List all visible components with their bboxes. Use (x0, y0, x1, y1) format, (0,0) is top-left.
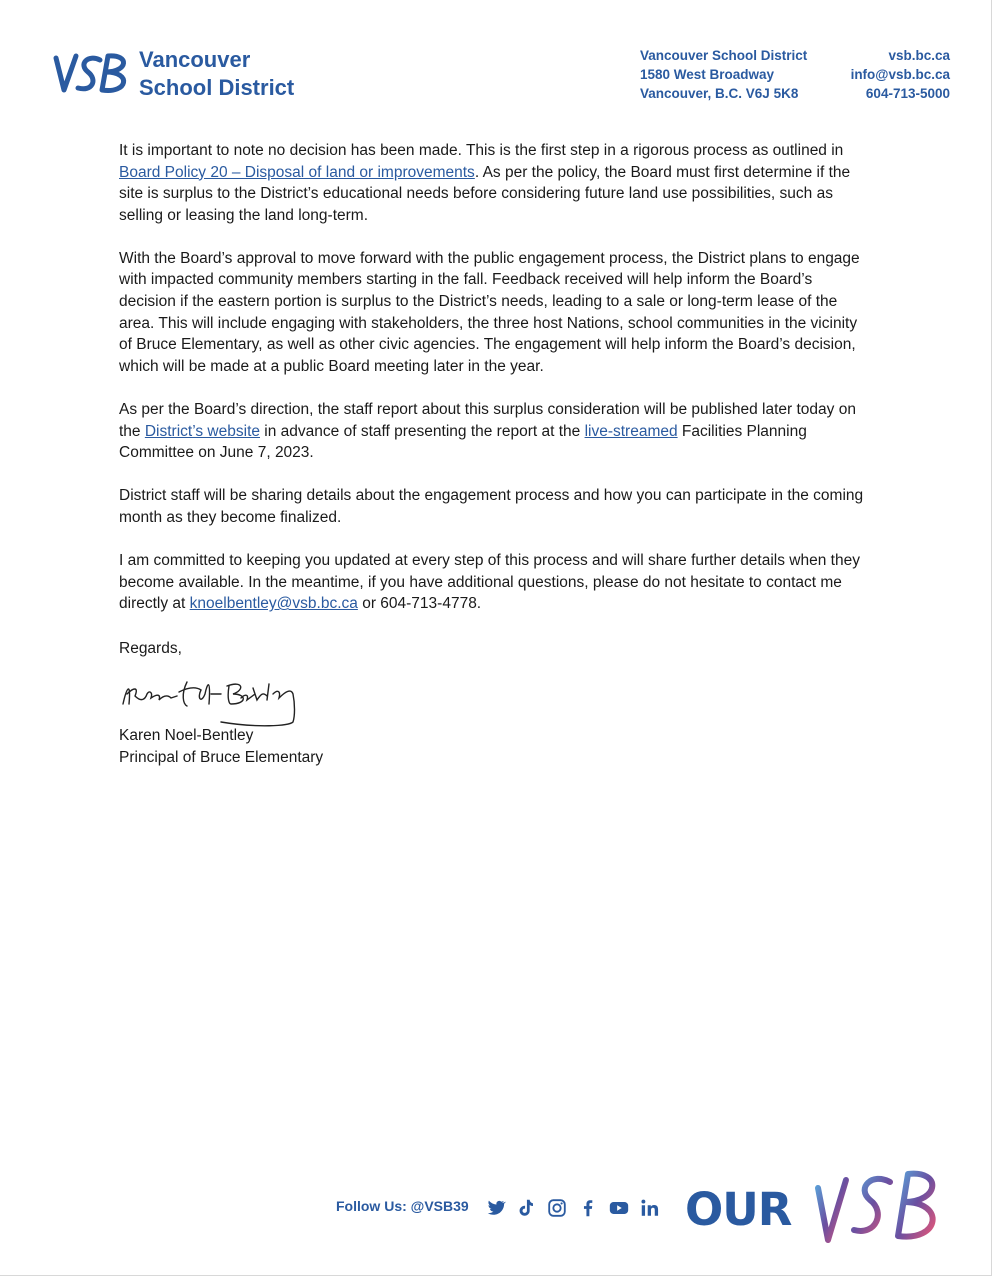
p3-text-c: Facilities Planning Committee on June 7, 2023. (119, 422, 807, 462)
signer-block (119, 725, 323, 768)
social-icons (484, 1197, 661, 1219)
our-vsb-wordmark-our: OUR (685, 1183, 792, 1236)
our-vsb-logo-mark (812, 1166, 946, 1248)
facebook-icon[interactable] (577, 1197, 599, 1219)
p5-text-b: or 604-713-4778. (357, 595, 482, 613)
p3-text-a: As per the Board’s direction, the staff report about this surplus consideration will be published later today on the (119, 400, 856, 440)
p1-text-a: It is important to note no decision has been made. This is the first step in a rigorous process as outlined in (119, 142, 844, 159)
p5-text-a: I am committed to keeping you updated at every step of this process and will share further details when they become available. In the meantime, if you have additional questions, please do not hesitate to contact me directly at (119, 551, 860, 613)
linkedin-icon[interactable] (639, 1197, 661, 1219)
vsb-logo-mark (52, 50, 132, 98)
phone-number: 604-713-5000 (865, 86, 950, 101)
paragraph-3 (119, 399, 871, 464)
paragraph-5 (119, 550, 871, 615)
website-link[interactable]: vsb.bc.ca (888, 48, 950, 63)
address-line: Vancouver, B.C. V6J 5K8 (640, 86, 799, 101)
closing-regards: Regards, (119, 640, 182, 657)
email-link[interactable]: info@vsb.bc.ca (850, 67, 950, 82)
handwritten-signature (117, 664, 307, 730)
district-address (640, 46, 807, 103)
follow-us-label: Follow Us: @VSB39 (336, 1198, 469, 1214)
email-contact-link[interactable]: knoelbentley@vsb.bc.ca (189, 595, 358, 613)
signer-title: Principal of Bruce Elementary (119, 748, 324, 766)
p3-text-b: in advance of staff presenting the report at the (260, 422, 585, 440)
board-policy-link[interactable]: Board Policy 20 – Disposal of land or improvements (119, 163, 475, 181)
logo-wordmark (139, 46, 294, 102)
instagram-icon[interactable] (546, 1197, 568, 1219)
paragraph-4: District staff will be sharing details about the engagement process and how you can participate in the coming month as they become finalized. (119, 487, 864, 526)
tiktok-icon[interactable] (515, 1197, 537, 1219)
twitter-icon[interactable] (484, 1197, 506, 1219)
letter-body (119, 140, 871, 636)
address-line: 1580 West Broadway (640, 67, 775, 82)
address-line: Vancouver School District (640, 48, 808, 63)
youtube-icon[interactable] (608, 1197, 630, 1219)
paragraph-1 (119, 140, 871, 226)
p1-text-b: . As per the policy, the Board must first determine if the site is surplus to the District’s educational needs before considering future land use possibilities, such as selling or leasing the land long-term. (119, 163, 851, 224)
paragraph-2: With the Board’s approval to move forward with the public engagement process, the District plans to engage with impacted community members starting in the fall. Feedback received will help inform the Board’s decision if the eastern portion is surplus to the District’s needs, leading to a sale or long-term lease of the area. This will include engaging with stakeholders, the three host Nations, school communities in the vicinity of Bruce Elementary, as well as other civic agencies. The engagement will help inform the Board’s decision, which will be made at a public Board meeting later in the year. (119, 249, 860, 375)
signer-name: Karen Noel-Bentley (119, 727, 254, 744)
district-contact (851, 46, 950, 103)
district-website-link[interactable]: District’s website (144, 422, 260, 440)
logo-line-2: School District (139, 75, 295, 100)
live-streamed-link[interactable]: live-streamed (584, 422, 678, 440)
logo-line-1: Vancouver (139, 47, 251, 72)
